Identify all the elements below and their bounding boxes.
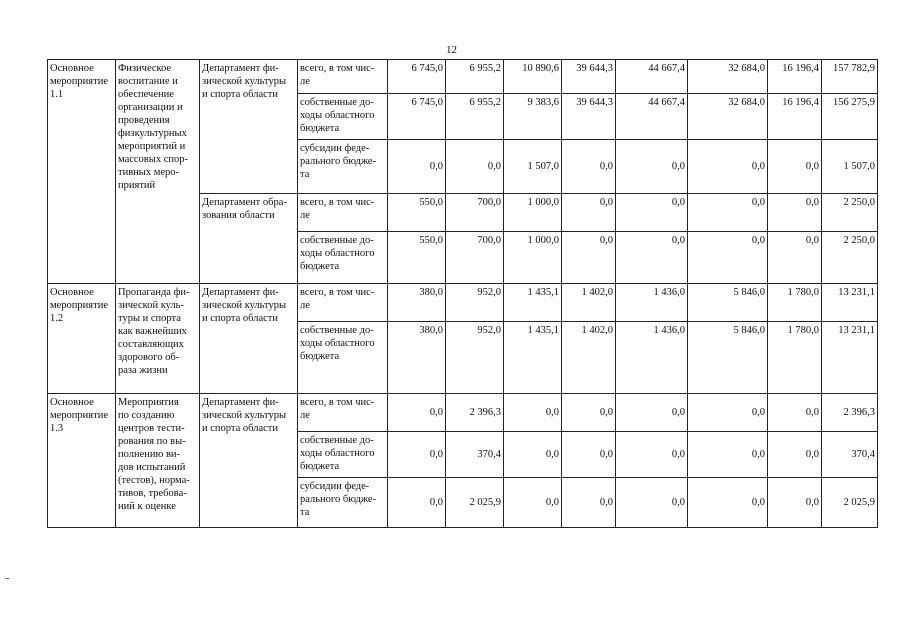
funding-source-cell: всего, в том чис- ле	[298, 284, 388, 322]
value-cell: 0,0	[504, 432, 562, 478]
value-cell: 0,0	[562, 232, 616, 284]
value-cell: 5 846,0	[688, 322, 768, 394]
funding-source-cell: собственные до- ходы областного бюджета	[298, 432, 388, 478]
value-cell: 0,0	[688, 194, 768, 232]
funding-source-cell: субсидии феде- рального бюдже- та	[298, 478, 388, 528]
funding-source-cell: всего, в том чис- ле	[298, 194, 388, 232]
department-cell: Департамент обра- зования области	[200, 194, 298, 284]
value-cell: 1 402,0	[562, 284, 616, 322]
value-cell: 0,0	[562, 394, 616, 432]
value-cell: 380,0	[388, 284, 446, 322]
value-cell: 0,0	[562, 432, 616, 478]
value-cell: 0,0	[688, 232, 768, 284]
value-cell: 0,0	[768, 232, 822, 284]
value-cell: 10 890,6	[504, 60, 562, 94]
value-cell: 952,0	[446, 284, 504, 322]
value-cell: 0,0	[562, 140, 616, 194]
description-cell: Пропаганда фи- зической куль- туры и спорта как важнейших составляющих здорового об- раза жизни	[116, 284, 200, 394]
value-cell: 0,0	[688, 394, 768, 432]
value-cell: 0,0	[768, 194, 822, 232]
value-cell: 0,0	[504, 394, 562, 432]
value-cell: 1 436,0	[616, 322, 688, 394]
value-cell: 0,0	[688, 432, 768, 478]
value-cell: 550,0	[388, 232, 446, 284]
value-cell: 6 745,0	[388, 94, 446, 140]
event-cell: Основное мероприятие 1.2	[48, 284, 116, 394]
value-cell: 700,0	[446, 232, 504, 284]
value-cell: 2 250,0	[822, 232, 878, 284]
value-cell: 550,0	[388, 194, 446, 232]
value-cell: 1 435,1	[504, 284, 562, 322]
table-row	[48, 284, 878, 322]
event-cell: Основное мероприятие 1.1	[48, 60, 116, 284]
value-cell: 6 955,2	[446, 60, 504, 94]
value-cell: 0,0	[388, 432, 446, 478]
value-cell: 1 000,0	[504, 194, 562, 232]
table-row	[48, 394, 878, 432]
value-cell: 16 196,4	[768, 60, 822, 94]
page-number: 12	[446, 44, 457, 56]
value-cell: 32 684,0	[688, 60, 768, 94]
value-cell: 380,0	[388, 322, 446, 394]
value-cell: 0,0	[768, 140, 822, 194]
table-row	[48, 60, 878, 94]
value-cell: 157 782,9	[822, 60, 878, 94]
value-cell: 0,0	[768, 478, 822, 528]
value-cell: 156 275,9	[822, 94, 878, 140]
value-cell: 370,4	[446, 432, 504, 478]
funding-source-cell: собственные до- ходы областного бюджета	[298, 94, 388, 140]
value-cell: 0,0	[446, 140, 504, 194]
funding-source-cell: всего, в том чис- ле	[298, 60, 388, 94]
department-cell: Департамент фи- зической культуры и спорта области	[200, 394, 298, 528]
value-cell: 13 231,1	[822, 322, 878, 394]
value-cell: 2 396,3	[822, 394, 878, 432]
value-cell: 0,0	[616, 478, 688, 528]
value-cell: 0,0	[388, 478, 446, 528]
value-cell: 0,0	[388, 394, 446, 432]
value-cell: 0,0	[616, 140, 688, 194]
value-cell: 0,0	[562, 194, 616, 232]
value-cell: 44 667,4	[616, 94, 688, 140]
value-cell: 1 402,0	[562, 322, 616, 394]
value-cell: 2 025,9	[446, 478, 504, 528]
description-cell: Мероприятия по созданию центров тести- рования по вы- полнению ви- дов испытаний (тестов), норма- тивов, требова- ний к оценке	[116, 394, 200, 528]
funding-source-cell: всего, в том чис- ле	[298, 394, 388, 432]
value-cell: 16 196,4	[768, 94, 822, 140]
funding-source-cell: собственные до- ходы областного бюджета	[298, 232, 388, 284]
value-cell: 1 436,0	[616, 284, 688, 322]
value-cell: 13 231,1	[822, 284, 878, 322]
value-cell: 370,4	[822, 432, 878, 478]
value-cell: 1 000,0	[504, 232, 562, 284]
budget-table	[47, 59, 878, 528]
value-cell: 6 745,0	[388, 60, 446, 94]
value-cell: 0,0	[562, 478, 616, 528]
value-cell: 1 435,1	[504, 322, 562, 394]
value-cell: 0,0	[616, 432, 688, 478]
value-cell: 1 780,0	[768, 284, 822, 322]
funding-source-cell: субсидии феде- рального бюдже- та	[298, 140, 388, 194]
value-cell: 32 684,0	[688, 94, 768, 140]
description-cell: Физическое воспитание и обеспечение организации и проведения физкультурных мероприятий и массовых спор- тивных меро- приятий	[116, 60, 200, 284]
value-cell: 5 846,0	[688, 284, 768, 322]
value-cell: 6 955,2	[446, 94, 504, 140]
value-cell: 952,0	[446, 322, 504, 394]
value-cell: 0,0	[616, 232, 688, 284]
value-cell: 1 780,0	[768, 322, 822, 394]
value-cell: 0,0	[504, 478, 562, 528]
scan-mark	[5, 578, 9, 579]
value-cell: 0,0	[616, 394, 688, 432]
value-cell: 0,0	[388, 140, 446, 194]
value-cell: 44 667,4	[616, 60, 688, 94]
funding-source-cell: собственные до- ходы областного бюджета	[298, 322, 388, 394]
value-cell: 9 383,6	[504, 94, 562, 140]
department-cell: Департамент фи- зической культуры и спорта области	[200, 284, 298, 394]
department-cell: Департамент фи- зической культуры и спорта области	[200, 60, 298, 194]
value-cell: 2 025,9	[822, 478, 878, 528]
value-cell: 0,0	[768, 432, 822, 478]
value-cell: 2 396,3	[446, 394, 504, 432]
value-cell: 2 250,0	[822, 194, 878, 232]
value-cell: 1 507,0	[504, 140, 562, 194]
budget-table-body	[48, 60, 878, 528]
event-cell: Основное мероприятие 1.3	[48, 394, 116, 528]
value-cell: 1 507,0	[822, 140, 878, 194]
value-cell: 39 644,3	[562, 60, 616, 94]
value-cell: 39 644,3	[562, 94, 616, 140]
value-cell: 0,0	[768, 394, 822, 432]
value-cell: 0,0	[616, 194, 688, 232]
value-cell: 0,0	[688, 140, 768, 194]
value-cell: 0,0	[688, 478, 768, 528]
value-cell: 700,0	[446, 194, 504, 232]
